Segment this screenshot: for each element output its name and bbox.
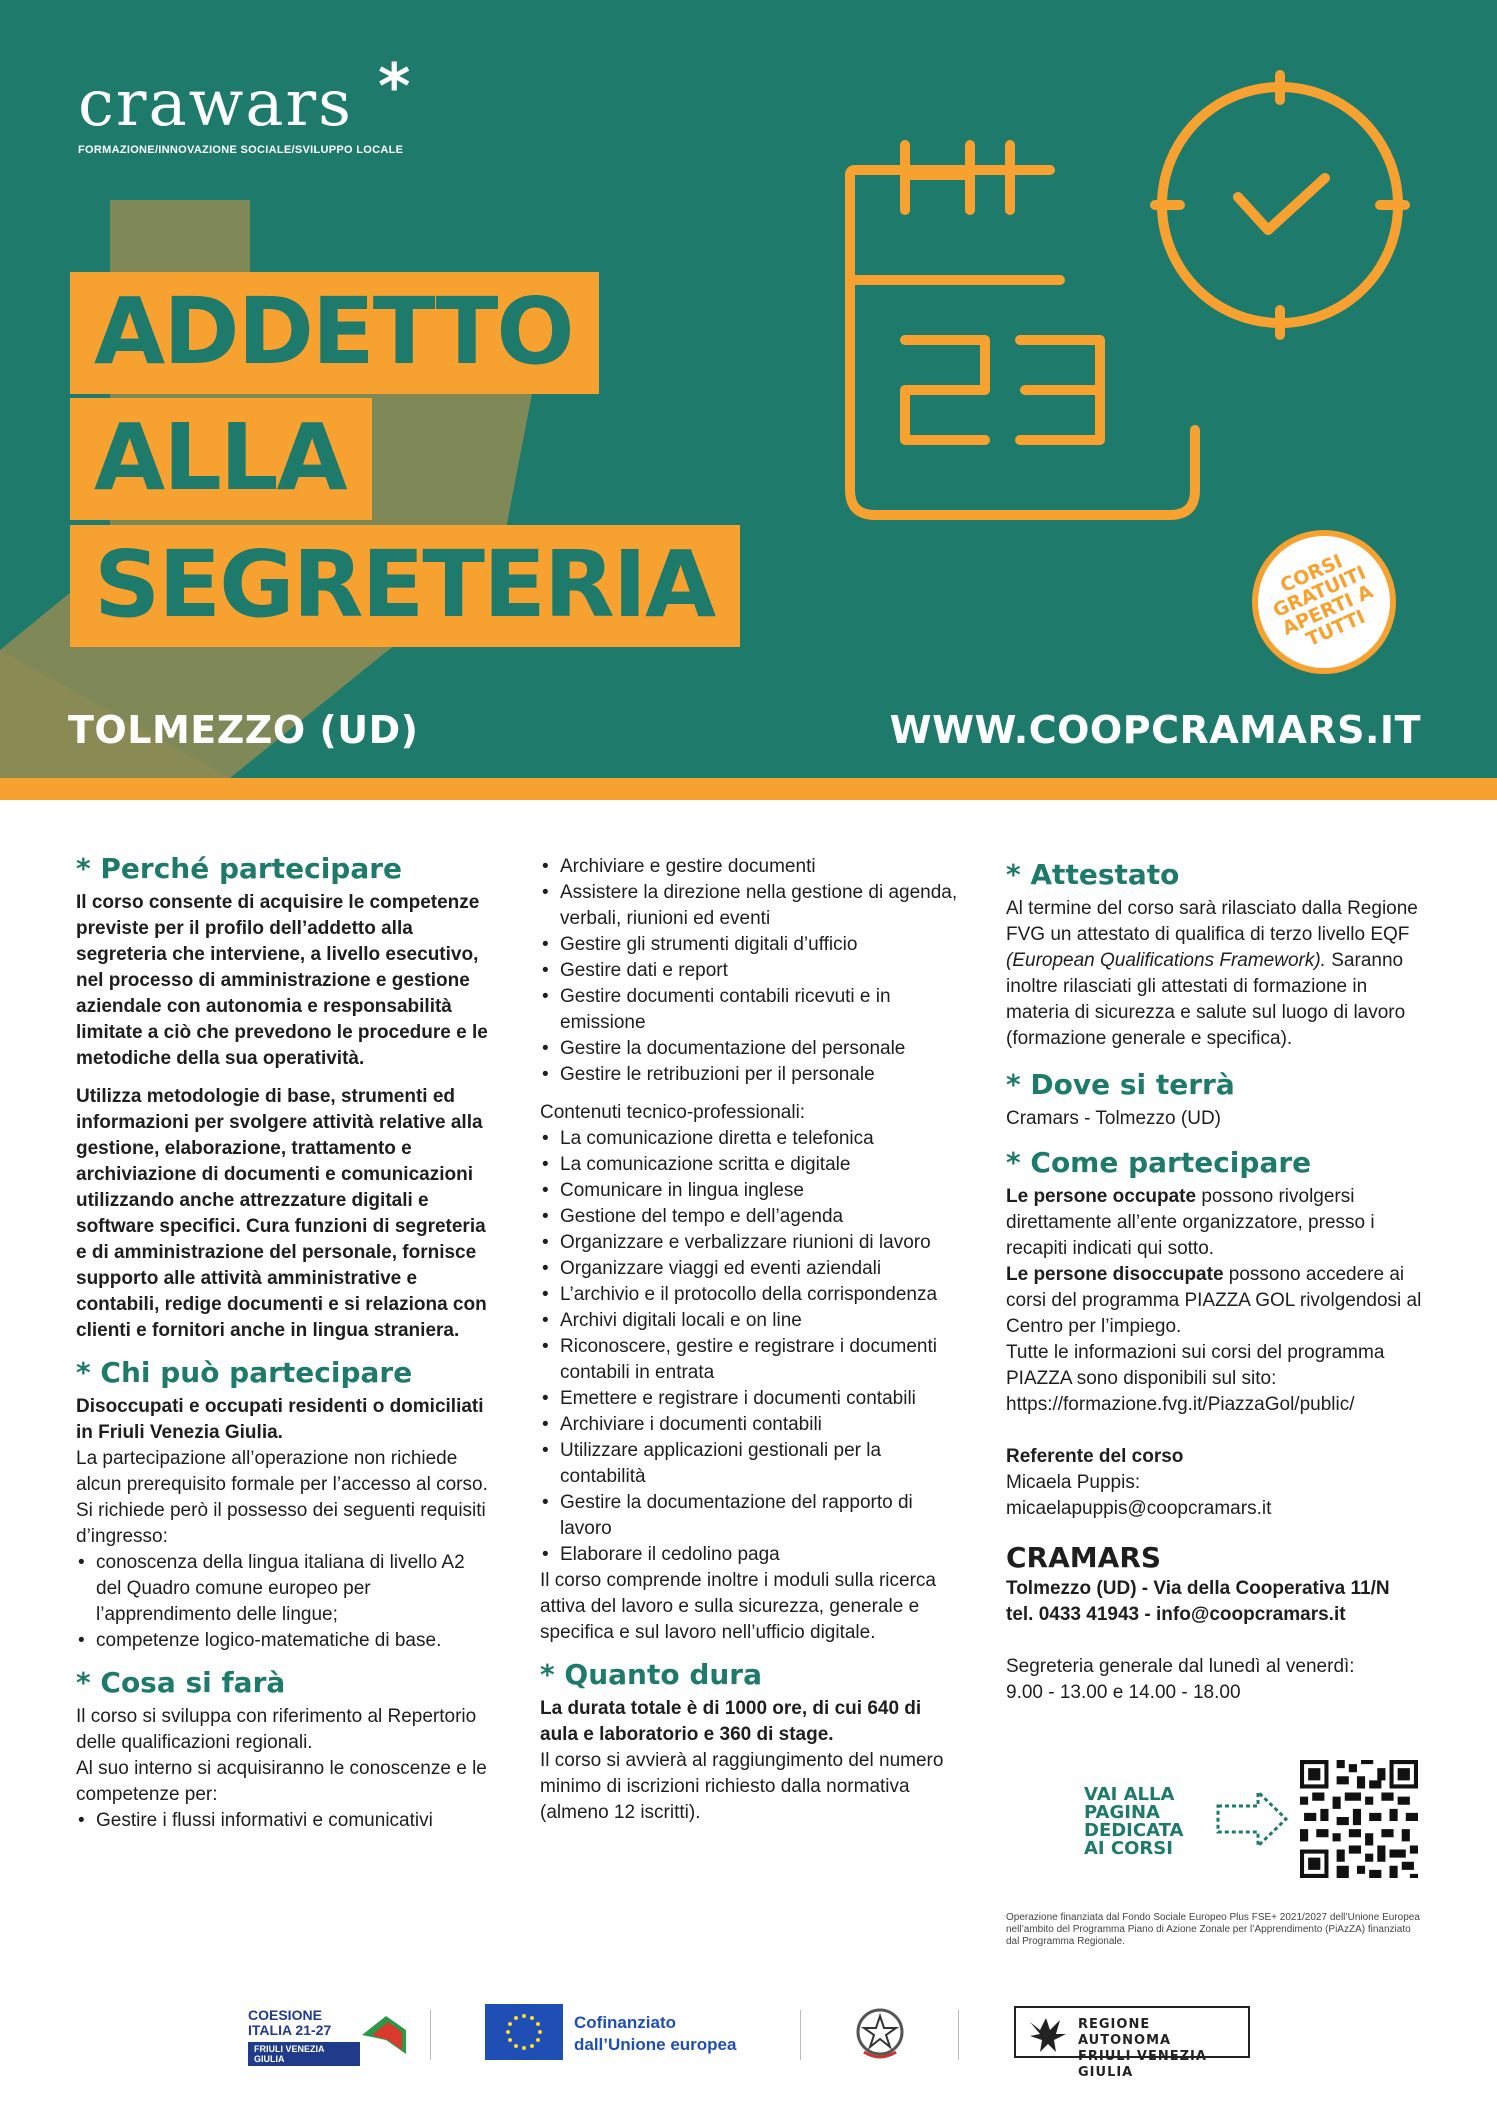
durata-hours: La durata totale è di 1000 ore, di cui 640 di aula e laboratorio e 360 di stage. xyxy=(540,1698,922,1745)
cramars-contacts: tel. 0433 41943 - info@coopcramars.it xyxy=(1006,1604,1346,1625)
chi-eligibility: Disoccupati e occupati residenti o domiciliati in Friuli Venezia Giulia. xyxy=(76,1396,484,1443)
list-item: • Gestire la documentazione del rapporto di lavoro xyxy=(540,1490,958,1542)
list-item: • Gestire i flussi informativi e comunicativi xyxy=(76,1808,494,1834)
list-item: • conoscenza della lingua italiana di livello A2 del Quadro comune europeo per l’apprendimento delle lingue; xyxy=(76,1550,494,1628)
course-location: TOLMEZZO (UD) xyxy=(68,708,419,752)
skills-list xyxy=(540,854,958,1088)
list-item: • Gestione del tempo e dell’agenda xyxy=(540,1204,958,1230)
eu-flag-icon xyxy=(485,2004,563,2060)
attestato-text-1: Al termine del corso sarà rilasciato dalla Regione FVG un attestato di qualifica di terzo livello EQF xyxy=(1006,898,1418,945)
contents-list xyxy=(540,1126,958,1568)
list-item: • Gestire dati e report xyxy=(540,958,958,984)
list-item: • Elaborare il cedolino paga xyxy=(540,1542,958,1568)
durata-paragraph: Il corso si avvierà al raggiungimento del numero minimo di iscrizioni richiesto dalla normativa (almeno 12 iscritti). xyxy=(540,1750,944,1823)
cramars-heading: CRAMARS xyxy=(1006,1541,1162,1574)
arrow-right-icon xyxy=(1214,1786,1290,1852)
heading-perche-partecipare: * Perché partecipare xyxy=(76,852,403,885)
requirements-list xyxy=(76,1550,494,1654)
segreteria-days: Segreteria generale dal lunedì al venerdì: xyxy=(1006,1656,1355,1677)
italian-republic-emblem-icon xyxy=(852,2004,908,2064)
segreteria-hours: 9.00 - 13.00 e 14.00 - 18.00 xyxy=(1006,1682,1241,1703)
free-courses-badge xyxy=(1252,530,1396,674)
title-line-2: ALLA xyxy=(70,398,372,520)
moduli-paragraph: Il corso comprende inoltre i moduli sulla ricerca attiva del lavoro e sulla sicurezza, generale e specifica e sul lavoro nell’ufficio digitale. xyxy=(540,1570,936,1643)
list-item: • Emettere e registrare i documenti contabili xyxy=(540,1386,958,1412)
occupati-text: possono rivolgersi direttamente all’ente organizzatore, presso i recapiti indicati qui sotto. xyxy=(1006,1186,1375,1259)
footer-logos xyxy=(0,2004,1497,2080)
heading-cosa-si-fara: * Cosa si farà xyxy=(76,1666,286,1699)
regione-fvg-text xyxy=(1078,2017,1248,2081)
heading-dove-si-terra: * Dove si terrà xyxy=(1006,1068,1235,1101)
list-item: • Comunicare in lingua inglese xyxy=(540,1178,958,1204)
dove-text: Cramars - Tolmezzo (UD) xyxy=(1006,1108,1222,1129)
chi-paragraph-1: La partecipazione all’operazione non richiede alcun prerequisito formale per l’accesso al corso. xyxy=(76,1448,488,1495)
referente-name: Micaela Puppis: xyxy=(1006,1472,1141,1493)
column-1 xyxy=(76,852,494,1834)
list-item: • Assistere la direzione nella gestione di agenda, verbali, riunioni ed eventi xyxy=(540,880,958,932)
logo-tagline: FORMAZIONE/INNOVAZIONE SOCIALE/SVILUPPO LOCALE xyxy=(78,144,404,156)
list-item: • Gestire gli strumenti digitali d’ufficio xyxy=(540,932,958,958)
cosa-paragraph-1: Il corso si sviluppa con riferimento al Repertorio delle qualificazioni regionali. xyxy=(76,1706,477,1753)
list-item: • Organizzare viaggi ed eventi aziendali xyxy=(540,1256,958,1282)
heading-come-partecipare: * Come partecipare xyxy=(1006,1146,1312,1179)
heading-quanto-dura: * Quanto dura xyxy=(540,1658,763,1691)
attestato-paragraph xyxy=(1006,896,1426,1052)
list-item: • Gestire la documentazione del personale xyxy=(540,1036,958,1062)
list-item: • Gestire le retribuzioni per il personale xyxy=(540,1062,958,1088)
chi-paragraph-2: Si richiede però il possesso dei seguenti requisiti d’ingresso: xyxy=(76,1500,486,1547)
list-item: • Riconoscere, gestire e registrare i documenti contabili in entrata xyxy=(540,1334,958,1386)
fvg-text-line-1: REGIONE AUTONOMA xyxy=(1078,2017,1172,2048)
funding-note: Operazione finanziata dal Fondo Sociale Europeo Plus FSE+ 2021/2027 dell’Unione Europea nell’ambito del Programma Piano di Azione Zonale per l’Apprendimento (PiAzZA) finanziato dal Programma Regionale. xyxy=(1006,1912,1420,1947)
list-item: • Archiviare i documenti contabili xyxy=(540,1412,958,1438)
heading-attestato: * Attestato xyxy=(1006,858,1180,891)
qr-label-line: AI CORSI xyxy=(1084,1838,1173,1859)
list-item: • La comunicazione scritta e digitale xyxy=(540,1152,958,1178)
badge-text: CORSI GRATUITI APERTI A TUTTI xyxy=(1269,550,1377,652)
disoccupati-label: Le persone disoccupate xyxy=(1006,1264,1224,1285)
qr-call-to-action[interactable] xyxy=(1084,1786,1183,1858)
disoccupati-text: possono accedere ai corsi del programma PIAZZA GOL rivolgendosi al Centro per l’impiego. xyxy=(1006,1264,1422,1337)
referente-email[interactable]: micaelapuppis@coopcramars.it xyxy=(1006,1498,1272,1519)
header-divider xyxy=(0,778,1497,800)
occupati-label: Le persone occupate xyxy=(1006,1186,1197,1207)
eu-cofinancing-text xyxy=(574,2012,736,2056)
eagle-icon xyxy=(1026,2012,1070,2054)
title-line-1: ADDETTO xyxy=(70,272,599,394)
list-item: • Gestire documenti contabili ricevuti e in emissione xyxy=(540,984,958,1036)
list-item: • Utilizzare applicazioni gestionali per la contabilità xyxy=(540,1438,958,1490)
attestato-text-2: Saranno inoltre rilasciati gli attestati di formazione in materia di sicurezza e salute sul luogo di lavoro (formazione generale e specifica). xyxy=(1006,950,1406,1049)
header-banner xyxy=(0,0,1497,778)
skills-list-start xyxy=(76,1808,494,1834)
list-item: • competenze logico-matematiche di base. xyxy=(76,1628,494,1654)
fvg-text-line-2: FRIULI VENEZIA GIULIA xyxy=(1078,2049,1207,2080)
list-item: • Archiviare e gestire documenti xyxy=(540,854,958,880)
list-item: • Organizzare e verbalizzare riunioni di lavoro xyxy=(540,1230,958,1256)
title-line-3: SEGRETERIA xyxy=(70,525,740,647)
website-link[interactable]: WWW.COOPCRAMARS.IT xyxy=(889,708,1421,752)
column-2 xyxy=(540,854,958,1826)
logo-wordmark: crawars xyxy=(78,67,353,141)
qr-code-icon[interactable] xyxy=(1300,1760,1418,1878)
list-item: • Archivi digitali locali e on line xyxy=(540,1308,958,1334)
list-item: • La comunicazione diretta e telefonica xyxy=(540,1126,958,1152)
attestato-eqf: (European Qualifications Framework). xyxy=(1006,950,1326,971)
regione-fvg-logo xyxy=(1014,2006,1250,2080)
perche-paragraph-2: Utilizza metodologie di base, strumenti ed informazioni per svolgere attività relative alla gestione, elaborazione, trattamento e archiviazione di documenti e comunicazioni utilizzando anche attrezzature digitali e software specifici. Cura funzioni di segreteria e di amministrazione del personale, fornisce supporto alle attività amministrative e contabili, redige documenti e si relaziona con clienti e fornitori anche in lingua straniera. xyxy=(76,1086,487,1341)
qr-label-line: PAGINA xyxy=(1084,1802,1160,1823)
cramars-logo xyxy=(78,50,411,156)
come-disoccupati xyxy=(1006,1262,1426,1340)
logo-star-icon: * xyxy=(378,50,411,123)
contenuti-label: Contenuti tecnico-professionali: xyxy=(540,1102,806,1123)
referente-title: Referente del corso xyxy=(1006,1446,1184,1467)
qr-label-line: VAI ALLA xyxy=(1084,1784,1175,1805)
list-item: • L’archivio e il protocollo della corrispondenza xyxy=(540,1282,958,1308)
qr-label-line: DEDICATA xyxy=(1084,1820,1184,1841)
cosa-paragraph-2: Al suo interno si acquisiranno le conoscenze e le competenze per: xyxy=(76,1758,487,1805)
column-3 xyxy=(1006,858,1426,1706)
coesione-title: COESIONE ITALIA 21-27 xyxy=(248,2007,332,2038)
coesione-sub: FRIULI VENEZIA GIULIA xyxy=(248,2042,360,2066)
come-info: Tutte le informazioni sui corsi del programma PIAZZA sono disponibili sul sito: https://formazione.fvg.it/PiazzaGol/public/ xyxy=(1006,1342,1385,1415)
coesione-arrow-icon xyxy=(358,2012,408,2058)
heading-chi-puo-partecipare: * Chi può partecipare xyxy=(76,1356,413,1389)
eu-text-line-1: Cofinanziato xyxy=(574,2013,676,2032)
eu-text-line-2: dall’Unione europea xyxy=(574,2035,737,2054)
calendar-clock-icon xyxy=(810,70,1430,530)
come-occupati xyxy=(1006,1184,1426,1262)
perche-paragraph-1: Il corso consente di acquisire le competenze previste per il profilo dell’addetto alla segreteria che interviene, a livello esecutivo, nel processo di amministrazione e gestione aziendale con autonomia e responsabilità limitate a ciò che prevedono le procedure e le metodiche della sua operatività. xyxy=(76,892,488,1069)
cramars-address: Tolmezzo (UD) - Via della Cooperativa 11/N xyxy=(1006,1578,1390,1599)
coesione-italia-logo xyxy=(248,2008,360,2066)
